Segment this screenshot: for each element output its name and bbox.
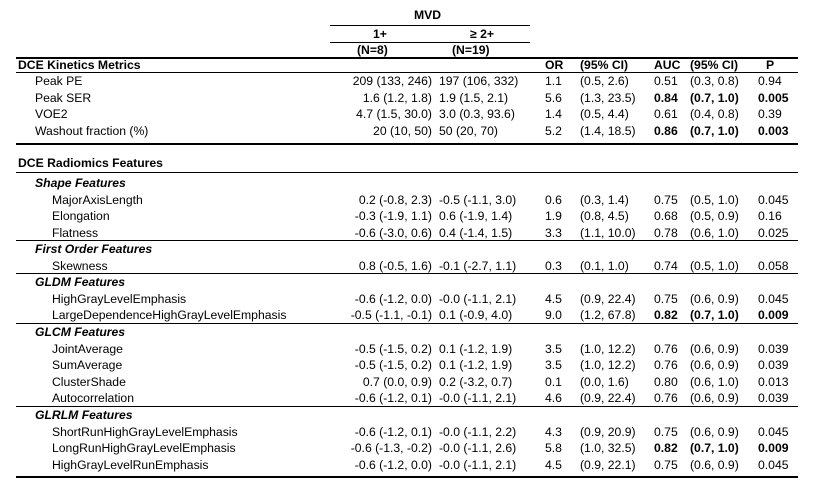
- row-label: JointAverage: [52, 341, 123, 356]
- group2-value: -0.0 (-1.1, 2.2): [439, 424, 517, 439]
- or-ci-value: (0.5, 2.6): [580, 74, 629, 88]
- group-title: First Order Features: [35, 242, 153, 256]
- table-row: [0, 90, 817, 106]
- table-bottom-rule: [16, 476, 798, 478]
- table-row: [0, 225, 817, 241]
- group2-value: 0.2 (-3.2, 0.7): [439, 374, 513, 389]
- group1-n: (N=8): [357, 43, 388, 57]
- or-ci-value: (0.9, 22.1): [580, 457, 636, 472]
- group1-value: 0.2 (-0.8, 2.3): [358, 192, 432, 207]
- p-value: 0.045: [758, 192, 789, 207]
- group2-value: -0.0 (-1.1, 2.1): [439, 457, 517, 472]
- row-label: ClusterShade: [52, 374, 126, 389]
- group-header-row: [0, 274, 817, 290]
- auc-ci-value: (0.6, 0.9): [690, 341, 739, 356]
- table-row: [0, 440, 817, 456]
- or-value: 0.3: [545, 258, 562, 273]
- auc-value: 0.78: [654, 225, 678, 240]
- p-value: 0.045: [758, 457, 789, 472]
- table-row: [0, 258, 817, 274]
- table-row: [0, 291, 817, 307]
- or-ci-value: (1.0, 12.2): [580, 341, 636, 356]
- header-row-n: [0, 42, 817, 58]
- auc-ci-value: (0.6, 0.9): [690, 424, 739, 439]
- row-label: Peak PE: [35, 74, 83, 88]
- group2-value: 3.0 (0.3, 93.6): [439, 107, 515, 121]
- group2-value: -0.0 (-1.1, 2.6): [439, 441, 517, 455]
- auc-value: 0.76: [654, 358, 678, 372]
- or-ci-value: (0.0, 1.6): [580, 374, 629, 389]
- auc-ci-value: (0.6, 0.9): [690, 391, 739, 405]
- group1-value: -0.6 (-1.2, 0.0): [354, 291, 432, 306]
- row-label: MajorAxisLength: [52, 192, 143, 207]
- auc-value: 0.75: [654, 192, 678, 207]
- group1-value: -0.5 (-1.1, -0.1): [350, 308, 432, 322]
- or-ci-value: (0.9, 22.4): [580, 291, 636, 306]
- or-value: 1.4: [545, 107, 562, 121]
- group1-value: 1.6 (1.2, 1.8): [362, 90, 432, 105]
- p-value: 0.94: [758, 74, 782, 88]
- auc-ci-value: (0.7, 1.0): [690, 123, 739, 138]
- auc-value: 0.75: [654, 291, 678, 306]
- or-value: 5.2: [545, 123, 562, 138]
- row-label: Peak SER: [35, 90, 92, 105]
- group-header-row: [0, 407, 817, 423]
- radiomics-header-row: [0, 155, 817, 171]
- auc-value: 0.75: [654, 424, 678, 439]
- row-label: Flatness: [52, 225, 99, 240]
- or-ci-value: (1.0, 12.2): [580, 358, 636, 372]
- auc-ci-value: (0.6, 0.9): [690, 291, 739, 306]
- p-value: 0.039: [758, 391, 789, 405]
- group2-value: 0.1 (-1.2, 1.9): [439, 341, 513, 356]
- row-label: LongRunHighGrayLevelEmphasis: [52, 441, 236, 455]
- group2-value: -0.0 (-1.1, 2.1): [439, 391, 517, 405]
- p-value: 0.009: [758, 441, 789, 455]
- table-row: [0, 341, 817, 357]
- auc-value: 0.75: [654, 457, 678, 472]
- group-title: GLDM Features: [35, 275, 126, 289]
- auc-ci-value: (0.7, 1.0): [690, 90, 739, 105]
- or-value: 4.5: [545, 457, 562, 472]
- kinetics-header-row: [0, 57, 817, 73]
- radiomics-header-rule: [16, 172, 798, 173]
- or-value: 3.5: [545, 341, 562, 356]
- or-ci-value: (0.9, 20.9): [580, 424, 636, 439]
- group1-value: 209 (133, 246): [352, 74, 432, 88]
- p-value: 0.39: [758, 107, 782, 121]
- kinetics-title: DCE Kinetics Metrics: [18, 58, 141, 72]
- auc-ci-value: (0.6, 0.9): [690, 457, 739, 472]
- header-row-groups: [0, 26, 817, 42]
- row-label: Elongation: [52, 209, 110, 223]
- group1-value: -0.6 (-1.2, 0.1): [354, 424, 432, 439]
- p-value: 0.045: [758, 291, 789, 306]
- group2-value: -0.1 (-2.7, 1.1): [439, 258, 517, 273]
- auc-ci-value: (0.5, 1.0): [690, 258, 739, 273]
- group2-value: 0.6 (-1.9, 1.4): [439, 209, 513, 223]
- row-label: HighGrayLevelRunEmphasis: [52, 457, 209, 472]
- table-row: [0, 192, 817, 208]
- group-title: GLRLM Features: [35, 408, 133, 422]
- row-label: VOE2: [35, 107, 68, 121]
- auc-value: 0.76: [654, 341, 678, 356]
- or-value: 5.8: [545, 441, 562, 455]
- group2-value: -0.0 (-1.1, 2.1): [439, 291, 517, 306]
- or-ci-value: (0.5, 4.4): [580, 107, 629, 121]
- auc-ci-value: (0.6, 0.9): [690, 358, 739, 372]
- auc-ci-value: (0.5, 0.9): [690, 209, 739, 223]
- mvd-header: MVD: [414, 8, 442, 22]
- auc-ci-value: (0.4, 0.8): [690, 107, 739, 121]
- group2-value: 0.4 (-1.4, 1.5): [439, 225, 513, 240]
- or-value: 4.6: [545, 391, 562, 405]
- auc-value: 0.80: [654, 374, 678, 389]
- auc-ci-value: (0.7, 1.0): [690, 308, 739, 322]
- group2-value: 50 (20, 70): [439, 123, 498, 138]
- or-value: 4.3: [545, 424, 562, 439]
- or-value: 5.6: [545, 90, 562, 105]
- group1-value: 0.8 (-0.5, 1.6): [358, 258, 432, 273]
- header-row-mvd: [0, 7, 817, 23]
- auc-value: 0.82: [654, 308, 678, 322]
- group-header-row: [0, 241, 817, 257]
- auc-value: 0.61: [654, 107, 678, 121]
- table-row: [0, 424, 817, 440]
- kinetics-bottom-rule: [16, 143, 798, 145]
- p-header: P: [766, 58, 775, 72]
- or-ci-header: (95% CI): [580, 58, 629, 72]
- p-value: 0.013: [758, 374, 789, 389]
- auc-ci-value: (0.6, 1.0): [690, 225, 739, 240]
- radiomics-title: DCE Radiomics Features: [18, 156, 163, 170]
- table-row: [0, 73, 817, 89]
- p-value: 0.039: [758, 341, 789, 356]
- or-value: 0.1: [545, 374, 562, 389]
- auc-header: AUC: [654, 58, 681, 72]
- row-label: LargeDependenceHighGrayLevelEmphasis: [52, 308, 287, 322]
- or-value: 1.9: [545, 209, 562, 223]
- auc-ci-value: (0.5, 1.0): [690, 192, 739, 207]
- row-label: HighGrayLevelEmphasis: [52, 291, 187, 306]
- p-value: 0.16: [758, 209, 782, 223]
- table-row: [0, 390, 817, 406]
- group2-value: 1.9 (1.5, 2.1): [439, 90, 509, 105]
- or-value: 1.1: [545, 74, 562, 88]
- auc-value: 0.76: [654, 391, 678, 405]
- group1-value: 20 (10, 50): [373, 123, 432, 138]
- auc-value: 0.51: [654, 74, 678, 88]
- or-ci-value: (1.2, 67.8): [580, 308, 636, 322]
- or-value: 3.3: [545, 225, 562, 240]
- or-ci-value: (0.3, 1.4): [580, 192, 629, 207]
- p-value: 0.025: [758, 225, 789, 240]
- or-ci-value: (0.8, 4.5): [580, 209, 629, 223]
- or-ci-value: (1.3, 23.5): [580, 90, 636, 105]
- or-value: 4.5: [545, 291, 562, 306]
- group1-value: -0.6 (-1.2, 0.0): [354, 457, 432, 472]
- auc-value: 0.82: [654, 441, 678, 455]
- p-value: 0.058: [758, 258, 789, 273]
- or-ci-value: (1.1, 10.0): [580, 225, 636, 240]
- or-ci-value: (1.0, 32.5): [580, 441, 636, 455]
- or-value: 3.5: [545, 358, 562, 372]
- table-row: [0, 357, 817, 373]
- p-value: 0.009: [758, 308, 789, 322]
- table-row: [0, 374, 817, 390]
- auc-ci-value: (0.6, 1.0): [690, 374, 739, 389]
- group-title: Shape Features: [35, 176, 126, 190]
- auc-value: 0.86: [654, 123, 678, 138]
- or-header: OR: [545, 58, 564, 72]
- auc-value: 0.84: [654, 90, 678, 105]
- p-value: 0.005: [758, 90, 789, 105]
- table-row: [0, 123, 817, 139]
- or-ci-value: (0.1, 1.0): [580, 258, 629, 273]
- auc-ci-value: (0.3, 0.8): [690, 74, 739, 88]
- row-label: SumAverage: [52, 358, 123, 372]
- group1-value: -0.6 (-1.2, 0.1): [354, 391, 432, 405]
- row-label: Washout fraction (%): [35, 123, 149, 138]
- auc-value: 0.68: [654, 209, 678, 223]
- group-title: GLCM Features: [35, 325, 126, 339]
- group1-value: -0.6 (-1.3, -0.2): [350, 441, 432, 455]
- group2-value: -0.5 (-1.1, 3.0): [439, 192, 517, 207]
- group1-value: -0.5 (-1.5, 0.2): [354, 358, 432, 372]
- or-ci-value: (1.4, 18.5): [580, 123, 636, 138]
- table-row: [0, 307, 817, 323]
- group1-value: 0.7 (0.0, 0.9): [362, 374, 432, 389]
- or-ci-value: (0.9, 22.4): [580, 391, 636, 405]
- group2-n: (N=19): [452, 43, 490, 57]
- group1-header: 1+: [373, 27, 387, 41]
- table-row: [0, 457, 817, 473]
- row-label: ShortRunHighGrayLevelEmphasis: [52, 424, 238, 439]
- auc-ci-header: (95% CI): [690, 58, 739, 72]
- group2-value: 197 (106, 332): [439, 74, 519, 88]
- p-value: 0.003: [758, 123, 789, 138]
- table-row: [0, 208, 817, 224]
- group1-value: -0.3 (-1.9, 1.1): [354, 209, 432, 223]
- group1-value: -0.6 (-3.0, 0.6): [354, 225, 432, 240]
- group1-value: 4.7 (1.5, 30.0): [356, 107, 432, 121]
- or-value: 9.0: [545, 308, 562, 322]
- p-value: 0.039: [758, 358, 789, 372]
- p-value: 0.045: [758, 424, 789, 439]
- group2-header: ≥ 2+: [470, 27, 494, 41]
- or-value: 0.6: [545, 192, 562, 207]
- auc-ci-value: (0.7, 1.0): [690, 441, 739, 455]
- group-header-row: [0, 175, 817, 191]
- group1-value: -0.5 (-1.5, 0.2): [354, 341, 432, 356]
- group2-value: 0.1 (-1.2, 1.9): [439, 358, 513, 372]
- table-row: [0, 106, 817, 122]
- group-header-row: [0, 324, 817, 340]
- row-label: Autocorrelation: [52, 391, 134, 405]
- auc-value: 0.74: [654, 258, 678, 273]
- group2-value: 0.1 (-0.9, 4.0): [439, 308, 513, 322]
- row-label: Skewness: [52, 258, 108, 273]
